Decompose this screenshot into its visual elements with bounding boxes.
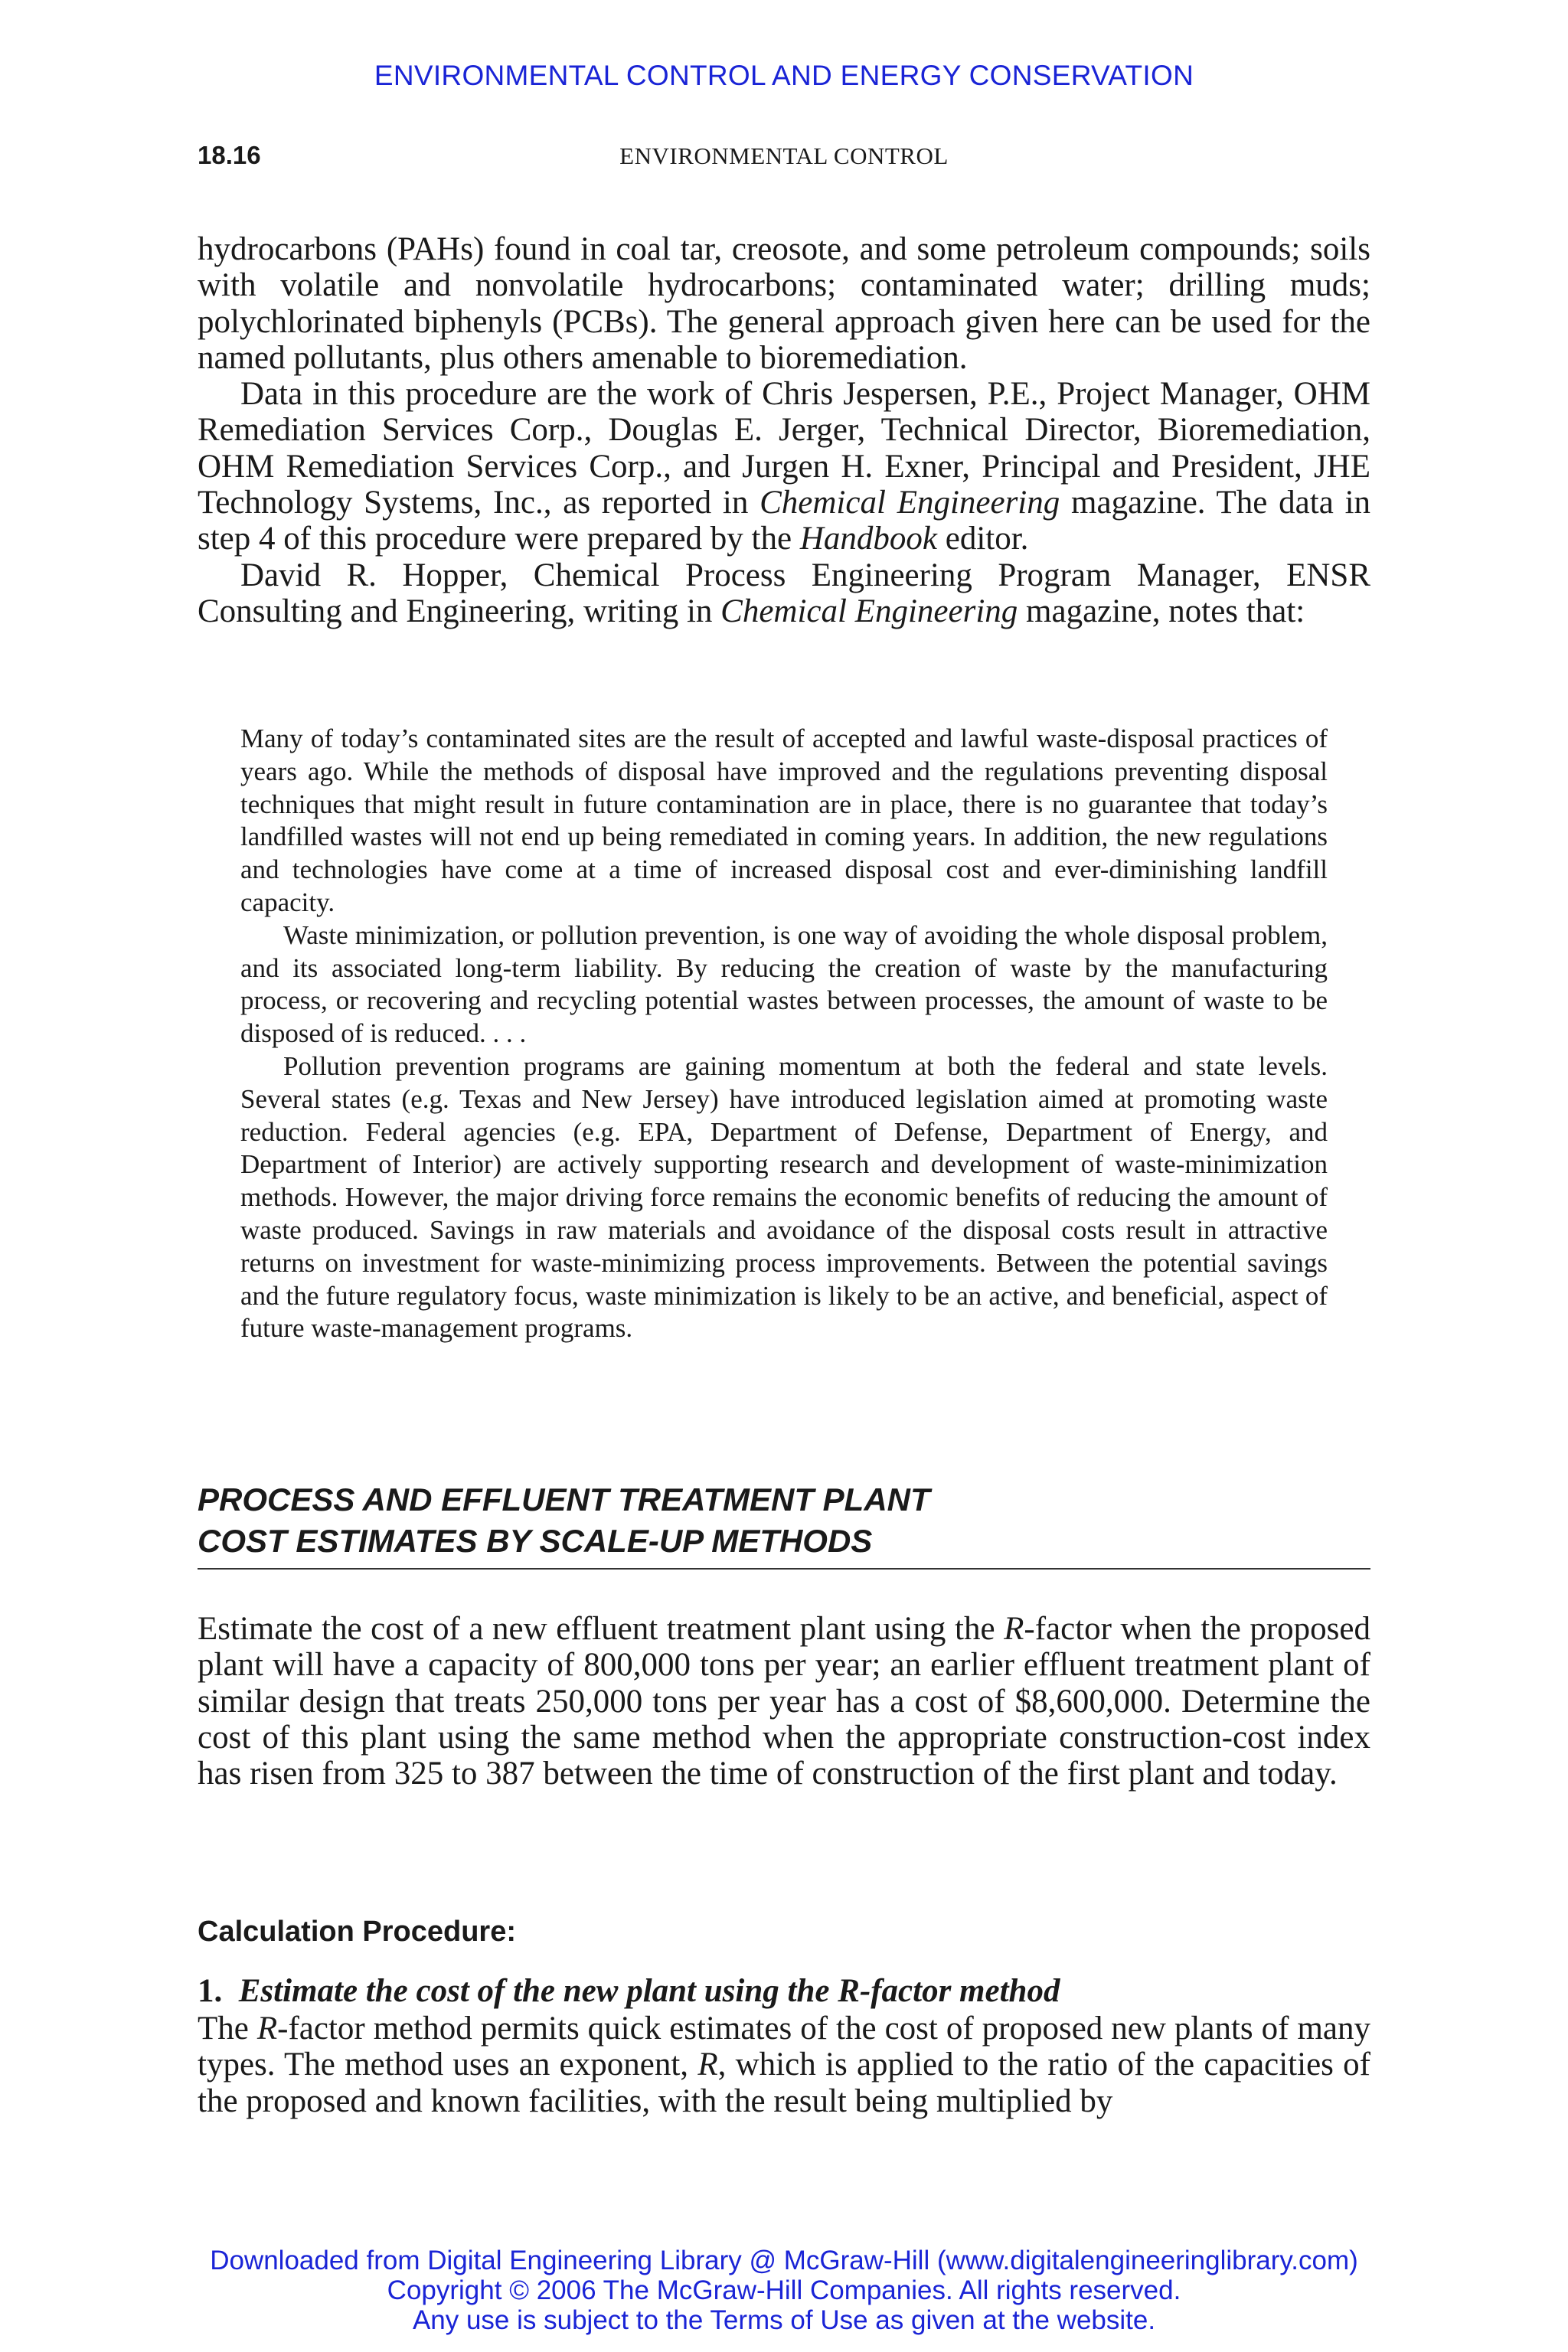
quote-paragraph-3: Pollution prevention programs are gaining momentum at both the federal and state levels. Several states (e.g. Texas and New Jersey) have introduced legislation aimed at promoting waste reduction. Federal agencies (e.g. EPA, Department of Defense, Department of Energy, and Department of Interior) are actively supporting research and development of waste-minimization methods. However, the major driving force remains the economic benefits of reducing the amount of waste produced. Savings in raw materials and avoidance of the disposal costs result in attractive returns on investment for waste-minimizing process improvements. Between the potential savings and the future regulatory focus, waste minimization is likely to be an active, and beneficial, aspect of future waste-management programs. [240,1050,1328,1344]
section-title-line-1: PROCESS AND EFFLUENT TREATMENT PLANT [198,1481,930,1517]
copyright-footer [0,2246,1568,2335]
footer-terms-line[interactable]: Any use is subject to the Terms of Use as given at the website. [412,2305,1156,2335]
section-title-line-2: COST ESTIMATES BY SCALE-UP METHODS [198,1523,873,1559]
step-title: Estimate the cost of the new plant using the R-factor method [238,1973,1060,2009]
section-title [198,1479,1370,1570]
step-1-paragraph: The R-factor method permits quick estimates of the cost of proposed new plants of many types. The method uses an exponent, R, which is applied to the ratio of the capacities of the proposed and known facilities, with the result being multiplied by [198,2011,1371,2119]
problem-paragraph: Estimate the cost of a new effluent treatment plant using the R-factor when the proposed plant will have a capacity of 800,000 tons per year; an earlier effluent treatment plant of similar design that treats 250,000 tons per year has a cost of $8,600,000. Determine the cost of this plant using the same method when the appropriate construction-cost index has risen from 325 to 387 between the time of construction of the first plant and today. [198,1611,1371,1792]
footer-copyright-line: Copyright © 2006 The McGraw-Hill Companies. All rights reserved. [387,2275,1181,2305]
page-number: 18.16 [198,141,261,169]
quote-paragraph-2: Waste minimization, or pollution prevention, is one way of avoiding the whole disposal problem, and its associated long-term liability. By reducing the creation of waste by the manufacturing process, or recovering and recycling potential wastes between processes, the amount of waste to be disposed of is reduced. . . . [240,920,1328,1049]
step-1-text [198,2011,1370,2119]
calculation-procedure-heading: Calculation Procedure: [198,1916,516,1948]
intro-paragraph-3: David R. Hopper, Chemical Process Engineering Program Manager, ENSR Consulting and Engineering, writing in Chemical Engineering magazine, notes that: [198,557,1370,629]
footer-download-line[interactable]: Downloaded from Digital Engineering Library @ McGraw-Hill (www.digitalengineeringlibrary.com) [210,2246,1358,2275]
intro-paragraph-1: hydrocarbons (PAHs) found in coal tar, creosote, and some petroleum compounds; soils with volatile and nonvolatile hydrocarbons; contaminated water; drilling muds; polychlorinated biphenyls (PCBs). The general approach given here can be used for the named pollutants, plus others amenable to bioremediation. [198,231,1370,376]
intro-text [198,231,1370,629]
block-quote [240,723,1328,1345]
step-number: 1. [198,1973,223,2009]
intro-paragraph-2: Data in this procedure are the work of Chris Jespersen, P.E., Project Manager, OHM Remediation Services Corp., Douglas E. Jerger, Technical Director, Bioremediation, OHM Remediation Services Corp., and Jurgen H. Exner, Principal and President, JHE Technology Systems, Inc., as reported in Chemical Engineering magazine. The data in step 4 of this procedure were prepared by the Handbook editor. [198,376,1371,557]
step-1-heading [198,1972,1060,2010]
running-head: ENVIRONMENTAL CONTROL [619,142,949,169]
problem-statement [198,1611,1370,1792]
quote-paragraph-1: Many of today’s contaminated sites are the result of accepted and lawful waste-disposal practices of years ago. While the methods of disposal have improved and the regulations preventing disposal techniques that might result in future contamination are in place, there is no guarantee that today’s landfilled wastes will not end up being remediated in coming years. In addition, the new regulations and technologies have come at a time of increased disposal cost and ever-diminishing landfill capacity. [240,724,1328,917]
source-banner: ENVIRONMENTAL CONTROL AND ENERGY CONSERVATION [374,60,1194,91]
